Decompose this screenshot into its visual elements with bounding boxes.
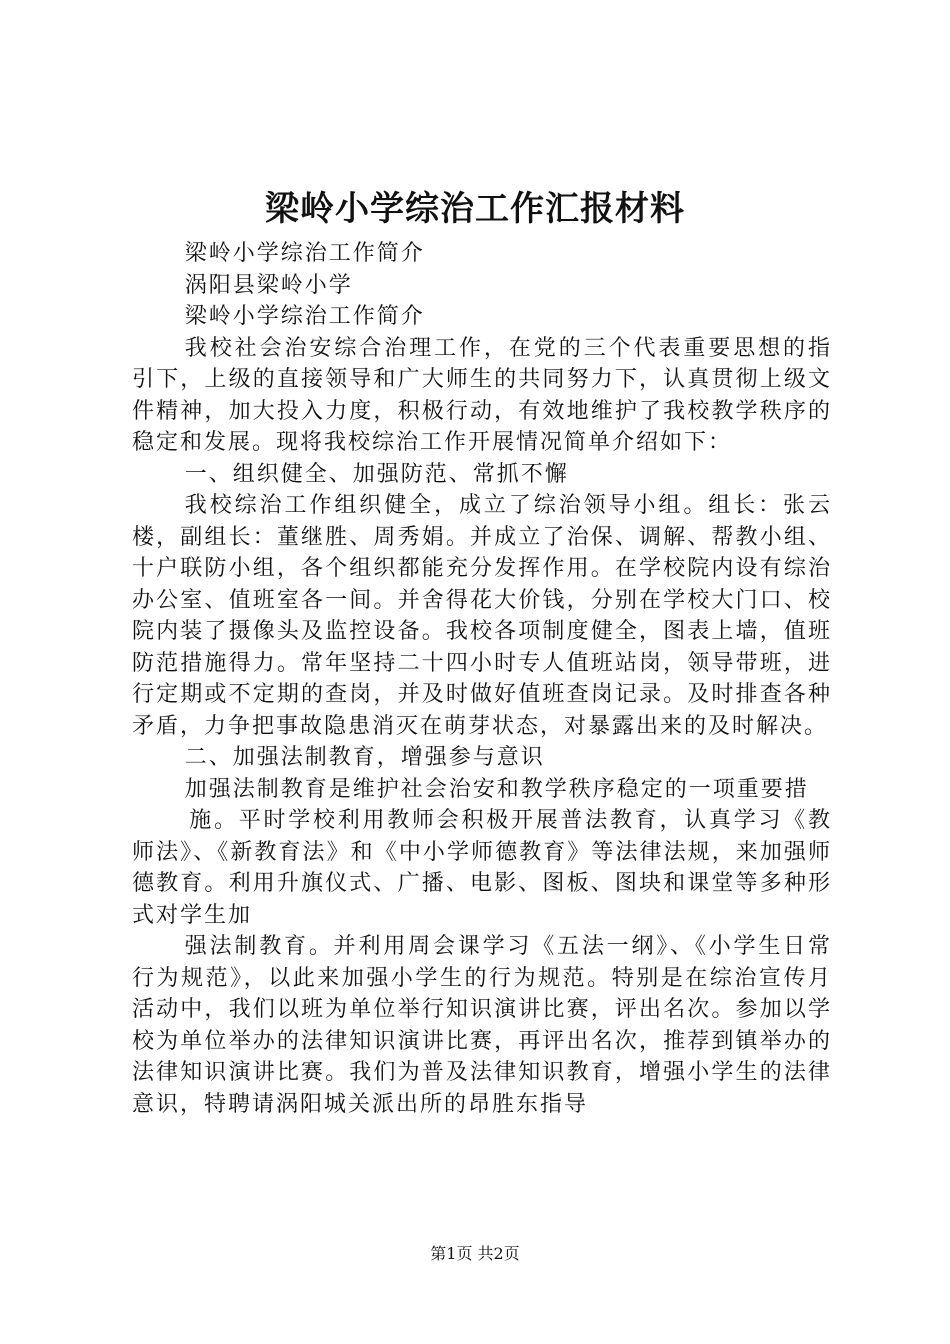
paragraph-organization: 我校综治工作组织健全，成立了综治领导小组。组长：张云楼，副组长：董继胜、周秀娟。并成立了治保、调解、帮教小组、十户联防小组，各个组织都能充分发挥作用。在学校院内设有综治办公室、值班室各一间。并舍得花大价钱，分别在学校大门口、校院内装了摄像头及监控设备。我校各项制度健全，图表上墙，值班防范措施得力。常年坚持二十四小时专人值班站岗，领导带班，进行定期或不定期的查岗，并及时做好值班查岗记录。及时排查各种矛盾，力争把事故隐患消灭在萌芽状态，对暴露出来的及时解决。 (132, 493, 832, 739)
document-body (132, 238, 832, 1120)
paragraph-legal-education-teachers: 施。平时学校利用教师会积极开展普法教育，认真学习《教师法》、《新教育法》和《中小学师德教育》等法律法规，来加强师德教育。利用升旗仪式、广播、电影、图板、图块和课堂等多种形式对学生加 (132, 808, 832, 928)
paragraph-overview: 我校社会治安综合治理工作，在党的三个代表重要思想的指引下，上级的直接领导和广大师生的共同努力下，认真贯彻上级文件精神，加大投入力度，积极行动，有效地维护了我校教学秩序的稳定和发展。现将我校综治工作开展情况简单介绍如下： (132, 335, 832, 455)
section-heading-2: 二、加强法制教育，增强参与意识 (184, 745, 545, 770)
paragraph-legal-education-lead: 加强法制教育是维护社会治安和教学秩序稳定的一项重要措 (184, 776, 809, 802)
section-heading-1: 一、组织健全、加强防范、常抓不懈 (184, 461, 569, 487)
paragraph-legal-education-students: 强法制教育。并利用周会课学习《五法一纲》、《小学生日常行为规范》，以此来加强小学生的行为规范。特别是在综治宣传月活动中，我们以班为单位举行知识演讲比赛，评出名次。参加以学校为单位举办的法律知识演讲比赛，再评出名次，推荐到镇举办的法律知识演讲比赛。我们为普及法律知识教育，增强小学生的法律意识，特聘请涡阳城关派出所的昂胜东指导 (132, 934, 832, 1117)
paragraph-intro-heading: 梁岭小学综治工作简介 (184, 241, 425, 266)
paragraph-intro-heading-repeat: 梁岭小学综治工作简介 (184, 304, 425, 329)
paragraph-school-name: 涡阳县梁岭小学 (184, 272, 353, 298)
page-number: 第1页 共2页 (430, 1244, 520, 1263)
document-title: 梁岭小学综治工作汇报材料 (265, 189, 685, 229)
